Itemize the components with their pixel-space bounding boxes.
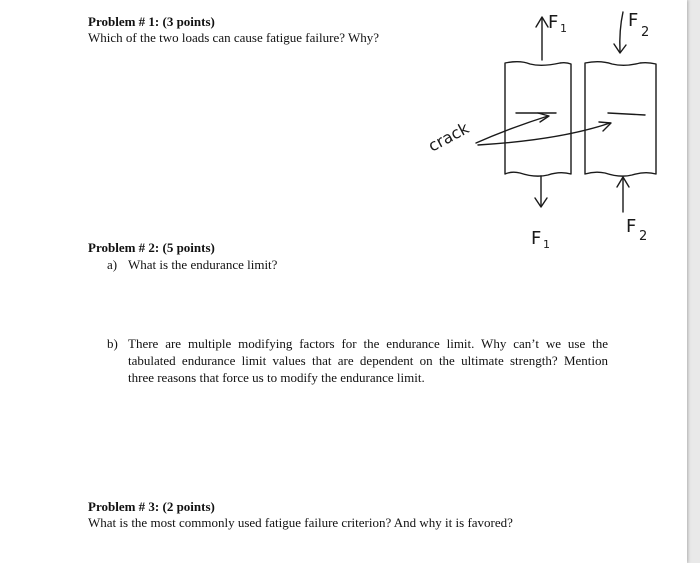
f2-top-label: F (628, 10, 639, 31)
right-specimen-outline (585, 62, 656, 176)
part-a-label: a) (107, 257, 118, 272)
f1-bottom-label: F (531, 228, 542, 249)
problem-2-heading: Problem # 2: (5 points) (88, 240, 215, 255)
crack-label: crack (424, 118, 473, 156)
problem-3-heading: Problem # 3: (2 points) (88, 499, 215, 514)
problem-1-heading: Problem # 1: (3 points) (88, 14, 215, 29)
part-b-line-2: tabulated endurance limit values that are dependent on the ultimate strength? Mention (128, 353, 608, 368)
f1-bottom-subscript: 1 (543, 238, 550, 251)
f1-top-subscript: 1 (560, 22, 567, 35)
part-b-line-1: There are multiple modifying factors for the endurance limit. Why can’t we use the (128, 336, 608, 351)
problem-2-part-b (107, 335, 607, 389)
f2-bottom-label: F (626, 216, 637, 237)
f2-top-arrow-shaft (620, 12, 623, 52)
f2-top-subscript: 2 (641, 25, 650, 40)
problem-1-question: Which of the two loads can cause fatigue failure? Why? (88, 30, 380, 45)
problem-3-question: What is the most commonly used fatigue failure criterion? And why it is favored? (88, 515, 513, 530)
part-b-line-3: three reasons that force us to modify the endurance limit. (128, 370, 425, 385)
problem-2-part-a (107, 256, 607, 273)
f1-top-label: F (548, 12, 559, 33)
part-a-text: What is the endurance limit? (128, 257, 278, 272)
f2-bottom-subscript: 2 (639, 229, 648, 244)
part-b-text (128, 335, 608, 386)
part-b-label: b) (107, 336, 118, 351)
right-crack-line (608, 113, 645, 115)
